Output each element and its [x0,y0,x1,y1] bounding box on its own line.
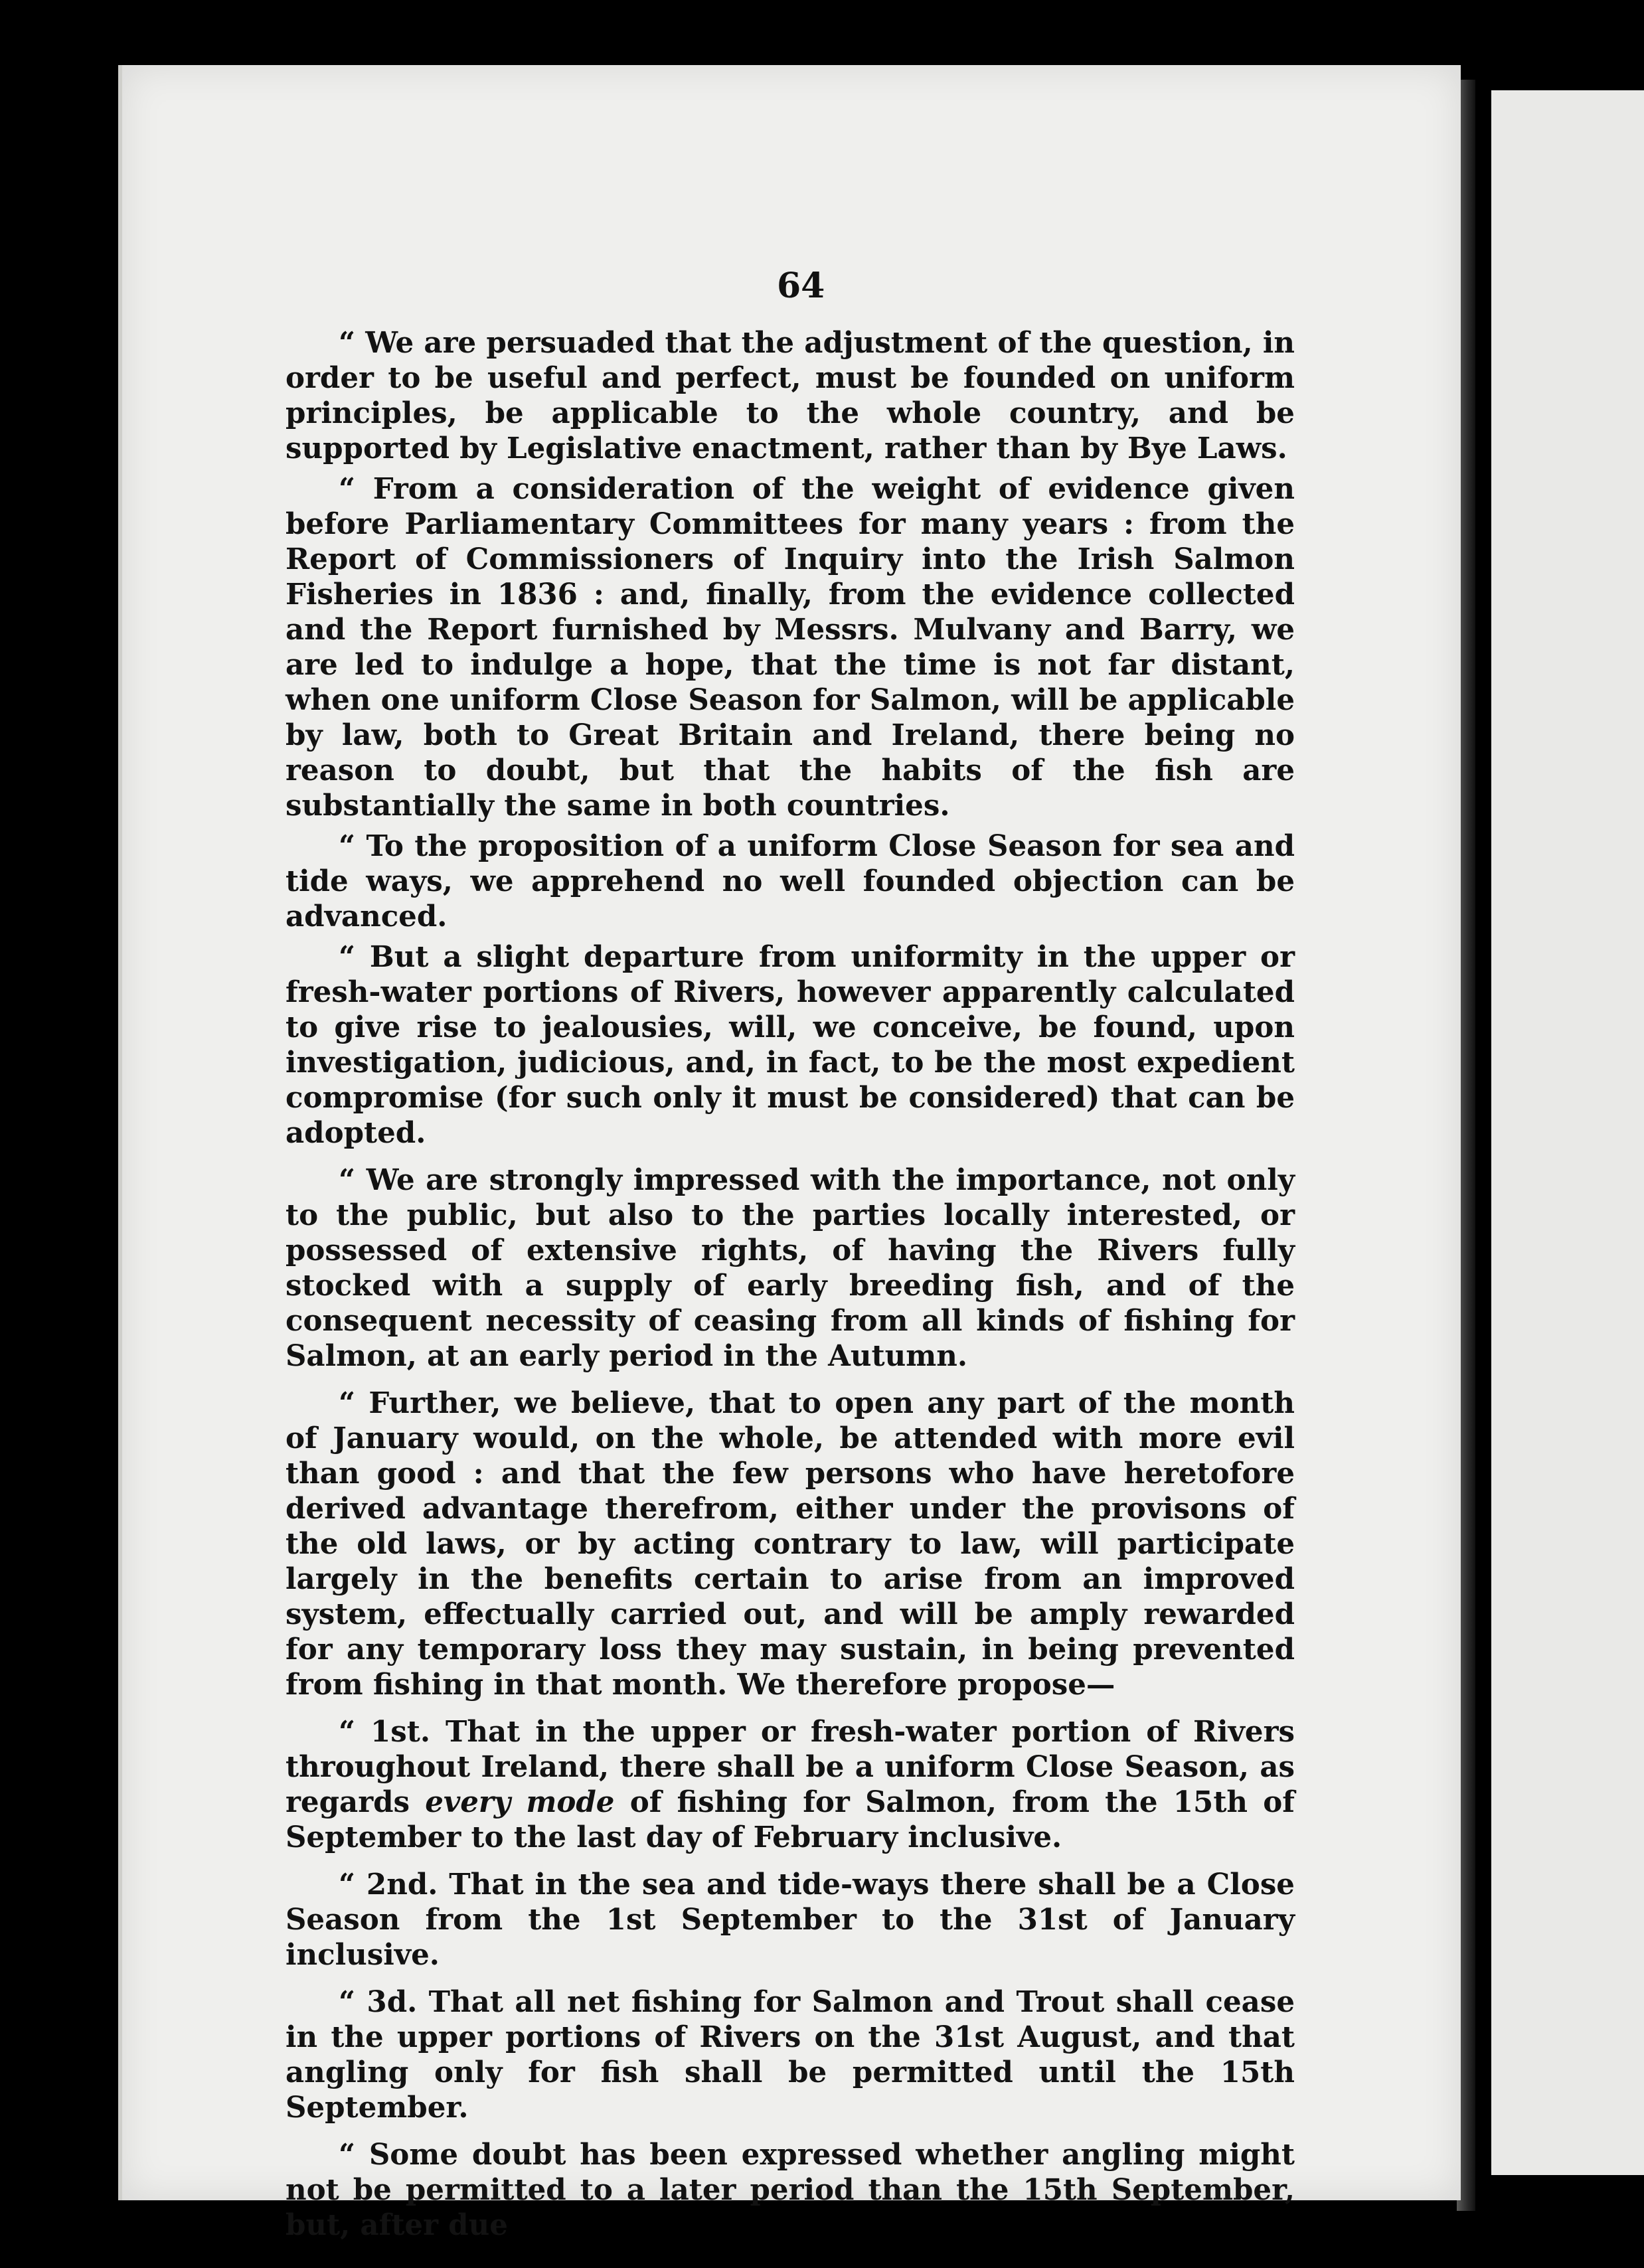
page-body-text [286,325,1295,2248]
paragraph-slight-departure: “ But a slight departure from uniformity in the upper or fresh-water portions of Rivers, however apparently calculated to give rise to jealousies, will, we conceive, be found, upon investigation, judicious, and, in fact, to be the most expedient compromise (for such only it must be considered) that can be adopted. [286,940,1295,1150]
paragraph-proposal-second: “ 2nd. That in the sea and tide-ways there shall be a Close Season from the 1st September to the 31st of January inclusive. [286,1868,1295,1972]
paragraph-month-of-january: “ Further, we believe, that to open any part of the month of January would, on the whole, be attended with more evil than good : and that the few persons who have heretofore derived advantage therefrom, either under the provisons of the old laws, or by acting contrary to law, will participate largely in the benefits certain to arise from an improved system, effectually carried out, and will be amply rewarded for any temporary loss they may sustain, in being prevented from fishing in that month. We therefore propose— [286,1386,1295,1702]
paragraph-proposal-third: “ 3d. That all net fishing for Salmon and Trout shall cease in the upper portions of Rivers on the 31st August, and that angling only for fish shall be permitted until the 15th September. [286,1985,1295,2125]
paragraph-weight-of-evidence: “ From a consideration of the weight of evidence given before Parliamentary Committees for many years : from the Report of Commissioners of Inquiry into the Irish Salmon Fisheries in 1836 : and, finally, from the evidence collected and the Report furnished by Messrs. Mulvany and Barry, we are led to indulge a hope, that the time is not far distant, when one uniform Close Season for Salmon, will be applicable by law, both to Great Britain and Ireland, there being no reason to doubt, but that the habits of the fish are substantially the same in both countries. [286,472,1295,823]
paragraph-uniform-principles: “ We are persuaded that the adjustment of the question, in order to be useful and perfect, must be founded on uniform principles, be applicable to the whole country, and be supported by Legislative enactment, rather than by Bye Laws. [286,326,1295,465]
adjacent-page [1491,90,1644,2175]
proposal-first-tail: of fishing for Salmon, from the 15th of September to the last day of February inclusive. [286,1785,1295,1854]
paragraph-early-breeding-fish: “ We are strongly impressed with the importance, not only to the public, but also to the parties locally interested, or possessed of extensive rights, of having the Rivers fully stocked with a supply of early breeding fish, and of the consequent necessity of ceasing from all kinds of fishing for Salmon, at an early period in the Autumn. [286,1163,1295,1373]
proposal-first-lead: “ 1st. That in the upper or fresh-water portion of Rivers throughout Ireland, there shall be a uniform Close Season, as regards [286,1715,1295,1819]
page-number: 64 [777,266,825,306]
paragraph-sea-and-tide-ways: “ To the proposition of a uniform Close Season for sea and tide ways, we apprehend no well founded objection can be advanced. [286,829,1295,933]
paragraph-proposal-first [286,1714,1295,1855]
paragraph-angling-doubt: “ Some doubt has been expressed whether angling might not be permitted to a later period than the 15th September, but, after due [286,2138,1295,2242]
proposal-first-italic: every mode [425,1785,615,1819]
